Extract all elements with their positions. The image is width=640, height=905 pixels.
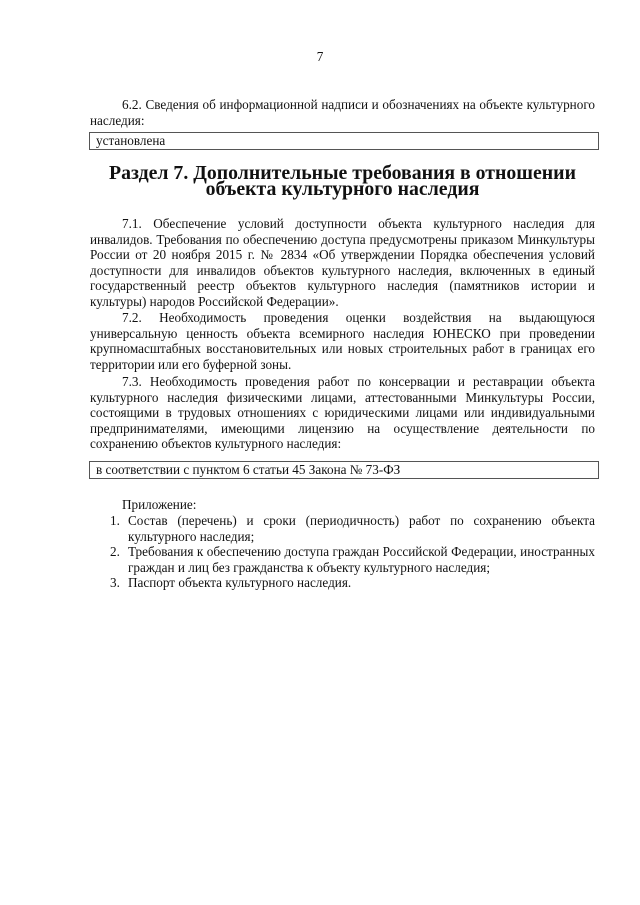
- paragraph-7-1: 7.1. Обеспечение условий доступности объекта культурного наследия для инвалидов. Требования по обеспечению доступа предусмотрены приказом Минкультуры России от 20 ноября 2015 г. № 2834 «Об утверждении Порядка обеспечения условий доступности для инвалидов объектов культурного наследия, включенных в единый государственный реестр объектов культурного наследия (памятников истории и культуры) народов Российской Федерации».: [90, 216, 595, 309]
- page-number: 7: [316, 49, 324, 64]
- section-6-2-text: 6.2. Сведения об информационной надписи и обозначениях на объекте культурного наследия:: [90, 97, 595, 128]
- appendix-item: [90, 513, 595, 544]
- paragraph-7-3: 7.3. Необходимость проведения работ по консервации и реставрации объекта культурного наследия физическими лицами, аттестованными Минкультуры России, состоящими в трудовых отношениях с юридическими лицами или индивидуальными предпринимателями, имеющими лицензию на осуществление деятельности по сохранению объектов культурного наследия:: [90, 374, 595, 452]
- appendix-item-number: 2.: [110, 544, 120, 560]
- appendix-item-text: Паспорт объекта культурного наследия.: [128, 575, 352, 591]
- appendix-item-text: Требования к обеспечению доступа граждан Российской Федерации, иностранных граждан и лиц без гражданства к объекту культурного наследия;: [128, 544, 595, 575]
- section-7-3-value-box: в соответствии с пунктом 6 статьи 45 Закона № 73-ФЗ: [89, 461, 599, 479]
- section-7-heading: [90, 162, 595, 200]
- appendix-list: [90, 513, 595, 591]
- paragraph-7-2: 7.2. Необходимость проведения оценки воздействия на выдающуюся универсальную ценность объекта всемирного наследия ЮНЕСКО при проведении крупномасштабных восстановительных или новых строительных работ в границах его территории или его буферной зоны.: [90, 310, 595, 372]
- appendix-item: [90, 544, 595, 575]
- section-7-heading-line2: объекта культурного наследия: [205, 178, 480, 200]
- appendix-item-number: 3.: [110, 575, 120, 591]
- appendix-label: Приложение:: [122, 497, 197, 512]
- appendix-item-text: Состав (перечень) и сроки (периодичность) работ по сохранению объекта культурного наследия;: [128, 513, 595, 544]
- section-7-heading-line1: Раздел 7. Дополнительные требования в отношении: [109, 162, 576, 184]
- appendix-item: [90, 575, 595, 591]
- appendix-item-number: 1.: [110, 513, 120, 528]
- section-6-2-value-box: установлена: [89, 132, 599, 150]
